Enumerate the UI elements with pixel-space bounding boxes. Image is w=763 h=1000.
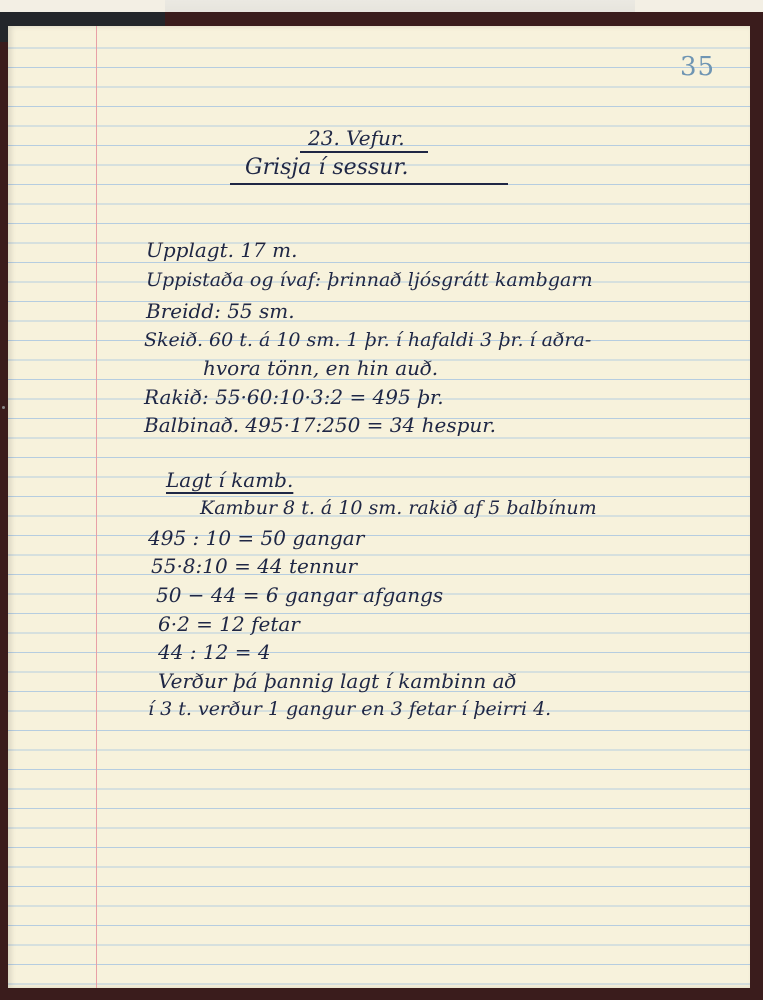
calc-line: 50 − 44 = 6 gangar afgangs [156,583,444,607]
pattern-number-title: 23. Vefur. [308,126,405,150]
notebook-page [8,26,750,988]
calc-line: Verður þá þannig lagt í kambinn að [158,669,517,693]
title-underline [300,151,428,153]
spec-line: Balbinað. 495·17:250 = 34 hespur. [144,413,496,437]
page-mark [2,406,5,409]
spec-line: Uppistaða og ívaf: þrinnað ljósgrátt kambgarn [146,269,593,291]
margin-rule [96,26,97,988]
spec-line: hvora tönn, en hin auð. [203,356,439,380]
page-number: 35 [680,52,716,82]
spec-line: Breidd: 55 sm. [146,299,295,323]
calc-line: 44 : 12 = 4 [158,640,271,664]
calc-line: í 3 t. verður 1 gangur en 3 fetar í þeirri 4. [148,698,552,720]
spec-line: Skeið. 60 t. á 10 sm. 1 þr. í hafaldi 3 þr. í aðra- [144,329,592,351]
calc-line: Kambur 8 t. á 10 sm. rakið af 5 balbínum [200,497,597,519]
calc-line: 495 : 10 = 50 gangar [148,526,365,550]
spec-line: Rakið: 55·60:10·3:2 = 495 þr. [144,385,444,409]
spec-line: Upplagt. 17 m. [146,238,298,262]
subtitle-underline [230,183,508,185]
section-heading: Lagt í kamb. [166,468,294,492]
calc-line: 55·8:10 = 44 tennur [151,554,358,578]
calc-line: 6·2 = 12 fetar [158,612,300,636]
pattern-name-title: Grisja í sessur. [245,155,409,180]
